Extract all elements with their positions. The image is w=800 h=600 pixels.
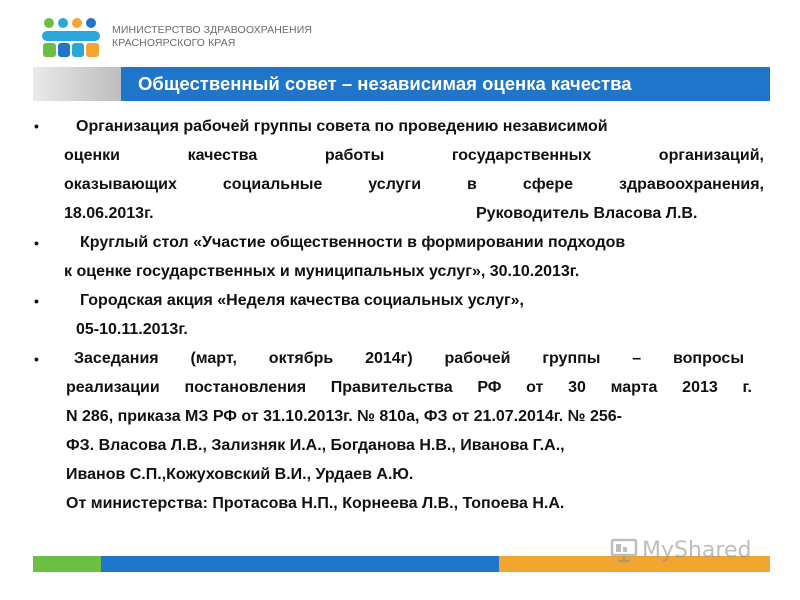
item-4-line-1: Заседания (март, октябрь 2014г) рабочей группы – вопросы xyxy=(74,350,744,367)
watermark xyxy=(610,535,751,565)
bullet: • xyxy=(34,351,39,367)
footer-bar-blue xyxy=(101,556,499,572)
item-4-line-4: ФЗ. Власова Л.В., Зализняк И.А., Богданова Н.В., Иванова Г.А., xyxy=(66,437,565,454)
bullet: • xyxy=(34,118,39,134)
footer-bar-green xyxy=(33,556,101,572)
item-1-line-4: 18.06.2013г. xyxy=(64,205,154,222)
bullet: • xyxy=(34,293,39,309)
item-1-line-1: Организация рабочей группы совета по проведению независимой xyxy=(76,118,608,135)
ministry-name xyxy=(112,24,312,50)
ministry-name-line1: МИНИСТЕРСТВО ЗДРАВООХРАНЕНИЯ xyxy=(112,24,313,36)
bullet: • xyxy=(34,235,39,251)
item-1-leader: Руководитель Власова Л.В. xyxy=(476,205,698,222)
ministry-name-line2: КРАСНОЯРСКОГО КРАЯ xyxy=(112,37,236,49)
watermark-text: MyShared xyxy=(642,537,752,563)
item-3-line-1: Городская акция «Неделя качества социальных услуг», xyxy=(80,292,524,309)
item-4-line-3: N 286, приказа МЗ РФ от 31.10.2013г. № 810а, ФЗ от 21.07.2014г. № 256- xyxy=(66,408,622,425)
item-1-line-2: оценки качества работы государственных организаций, xyxy=(64,147,764,164)
item-4-line-2: реализации постановления Правительства РФ от 30 марта 2013 г. xyxy=(66,379,752,396)
item-4-line-5: Иванов С.П.,Кожуховский В.И., Урдаев А.Ю. xyxy=(66,466,414,483)
slide-title: Общественный совет – независимая оценка качества xyxy=(138,73,632,94)
item-1-line-3: оказывающих социальные услуги в сфере здравоохранения, xyxy=(64,176,764,193)
item-2-line-1: Круглый стол «Участие общественности в формировании подходов xyxy=(80,234,626,251)
ministry-logo xyxy=(40,16,102,60)
item-3-line-2: 05-10.11.2013г. xyxy=(76,321,188,338)
item-4-line-6: От министерства: Протасова Н.П., Корнеева Л.В., Топоева Н.А. xyxy=(66,495,565,512)
title-bar-accent xyxy=(33,67,121,101)
presentation-icon xyxy=(610,537,638,563)
item-2-line-2: к оценке государственных и муниципальных услуг», 30.10.2013г. xyxy=(64,263,580,280)
